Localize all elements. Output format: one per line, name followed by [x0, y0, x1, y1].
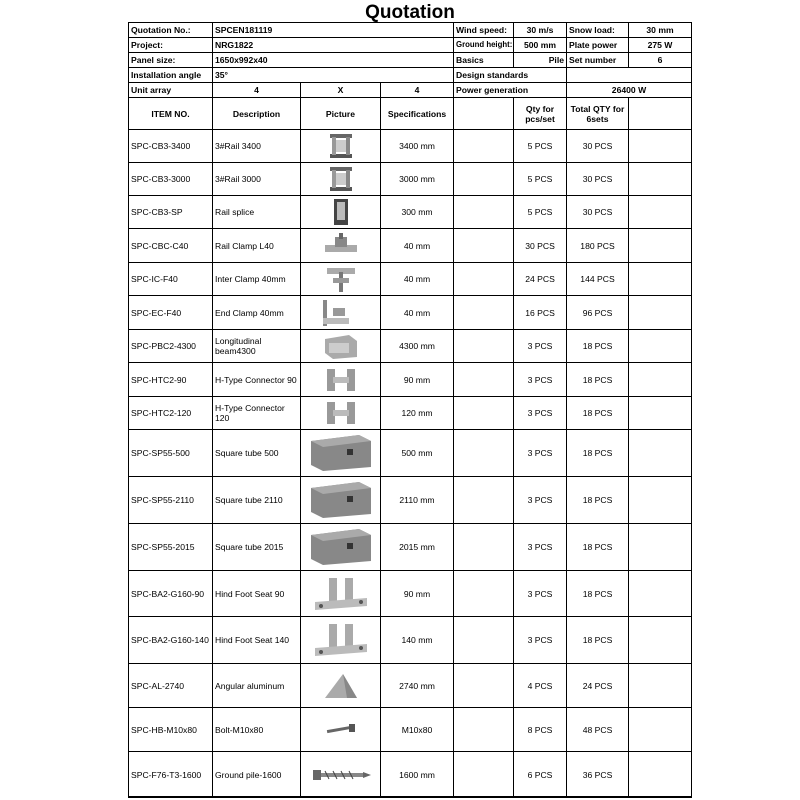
item-blank [454, 196, 514, 229]
item-blank-end [629, 263, 692, 296]
item-total-qty: 180 PCS [567, 229, 629, 263]
header-qty: Qty for pcs/set [514, 98, 567, 130]
item-no: SPC-BA2-G160-140 [129, 617, 213, 664]
header-description: Description [213, 98, 301, 130]
ground-height-value: 500 mm [514, 38, 567, 53]
item-row [129, 477, 692, 524]
item-row [129, 752, 692, 798]
item-row [129, 708, 692, 752]
h-connector-icon [301, 365, 380, 395]
item-qty: 3 PCS [514, 363, 567, 397]
item-blank [454, 363, 514, 397]
item-blank-end [629, 617, 692, 664]
item-no: SPC-SP55-500 [129, 430, 213, 477]
item-specification: 90 mm [381, 571, 454, 617]
page-title: Quotation [365, 2, 455, 23]
item-specification: 40 mm [381, 296, 454, 330]
item-blank [454, 664, 514, 708]
item-total-qty: 18 PCS [567, 330, 629, 363]
project-label: Project: [129, 38, 213, 53]
item-description: Inter Clamp 40mm [213, 263, 301, 296]
unit-array-b: 4 [381, 83, 454, 98]
rail-icon [301, 165, 380, 193]
info-row [129, 38, 692, 53]
item-description: Square tube 2110 [213, 477, 301, 524]
item-blank [454, 477, 514, 524]
item-no: SPC-HTC2-90 [129, 363, 213, 397]
item-picture [301, 130, 381, 163]
item-row [129, 263, 692, 296]
rail-splice-icon [301, 197, 380, 227]
item-row [129, 130, 692, 163]
item-blank [454, 130, 514, 163]
item-picture [301, 571, 381, 617]
item-qty: 3 PCS [514, 397, 567, 430]
item-picture [301, 617, 381, 664]
item-description: Rail Clamp L40 [213, 229, 301, 263]
item-picture [301, 263, 381, 296]
item-no: SPC-SP55-2015 [129, 524, 213, 571]
header-total-qty: Total QTY for 6sets [567, 98, 629, 130]
item-row [129, 397, 692, 430]
project-value: NRG1822 [213, 38, 454, 53]
item-qty: 3 PCS [514, 524, 567, 571]
item-description: 3#Rail 3400 [213, 130, 301, 163]
item-total-qty: 18 PCS [567, 430, 629, 477]
info-row [129, 68, 692, 83]
item-row [129, 163, 692, 196]
item-description: Bolt-M10x80 [213, 708, 301, 752]
item-row [129, 617, 692, 664]
header-specifications: Specifications [381, 98, 454, 130]
square-tube-icon [301, 480, 380, 520]
item-picture [301, 752, 381, 798]
table-continuation-line [128, 796, 691, 798]
item-no: SPC-HB-M10x80 [129, 708, 213, 752]
info-row [129, 83, 692, 98]
item-total-qty: 24 PCS [567, 664, 629, 708]
snow-load-value: 30 mm [629, 23, 692, 38]
item-total-qty: 36 PCS [567, 752, 629, 798]
item-blank [454, 163, 514, 196]
item-qty: 3 PCS [514, 477, 567, 524]
item-blank [454, 430, 514, 477]
item-total-qty: 18 PCS [567, 524, 629, 571]
header-picture: Picture [301, 98, 381, 130]
item-blank-end [629, 196, 692, 229]
item-description: H-Type Connector 120 [213, 397, 301, 430]
item-total-qty: 18 PCS [567, 363, 629, 397]
item-blank-end [629, 752, 692, 798]
item-row [129, 363, 692, 397]
wind-speed-label: Wind speed: [454, 23, 514, 38]
item-blank [454, 397, 514, 430]
item-blank-end [629, 163, 692, 196]
item-blank-end [629, 296, 692, 330]
quotation-no-value: SPCEN181119 [213, 23, 454, 38]
header-item-no: ITEM NO. [129, 98, 213, 130]
square-tube-icon [301, 527, 380, 567]
item-specification: M10x80 [381, 708, 454, 752]
item-specification: 4300 mm [381, 330, 454, 363]
quotation-table [128, 22, 692, 798]
panel-size-label: Panel size: [129, 53, 213, 68]
item-blank-end [629, 664, 692, 708]
unit-array-a: 4 [213, 83, 301, 98]
item-description: Square tube 2015 [213, 524, 301, 571]
item-total-qty: 30 PCS [567, 196, 629, 229]
item-row [129, 229, 692, 263]
item-row [129, 296, 692, 330]
item-qty: 16 PCS [514, 296, 567, 330]
item-total-qty: 18 PCS [567, 477, 629, 524]
unit-array-label: Unit array [129, 83, 213, 98]
item-picture [301, 430, 381, 477]
item-total-qty: 96 PCS [567, 296, 629, 330]
info-row [129, 23, 692, 38]
foot-seat-icon [301, 574, 380, 614]
item-description: Longitudinal beam4300 [213, 330, 301, 363]
item-row [129, 524, 692, 571]
item-no: SPC-CB3-3000 [129, 163, 213, 196]
item-blank [454, 708, 514, 752]
item-blank [454, 263, 514, 296]
item-qty: 5 PCS [514, 130, 567, 163]
item-blank-end [629, 708, 692, 752]
item-blank [454, 571, 514, 617]
item-specification: 40 mm [381, 229, 454, 263]
set-number-label: Set number [567, 53, 629, 68]
item-qty: 5 PCS [514, 163, 567, 196]
snow-load-label: Snow load: [567, 23, 629, 38]
item-blank [454, 617, 514, 664]
item-description: Angular aluminum [213, 664, 301, 708]
item-row [129, 664, 692, 708]
installation-angle-label: Installation angle [129, 68, 213, 83]
item-row [129, 196, 692, 229]
item-total-qty: 30 PCS [567, 163, 629, 196]
end-clamp-icon [301, 298, 380, 328]
item-total-qty: 18 PCS [567, 397, 629, 430]
item-total-qty: 18 PCS [567, 571, 629, 617]
item-no: SPC-PBC2-4300 [129, 330, 213, 363]
basics-value: Pile [514, 53, 567, 68]
item-specification: 300 mm [381, 196, 454, 229]
item-specification: 3000 mm [381, 163, 454, 196]
item-picture [301, 330, 381, 363]
plate-power-label: Plate power [567, 38, 629, 53]
item-picture [301, 229, 381, 263]
item-row [129, 330, 692, 363]
header-blank-end [629, 98, 692, 130]
item-blank-end [629, 397, 692, 430]
item-description: Rail splice [213, 196, 301, 229]
item-picture [301, 477, 381, 524]
wind-speed-value: 30 m/s [514, 23, 567, 38]
plate-power-value: 275 W [629, 38, 692, 53]
item-no: SPC-AL-2740 [129, 664, 213, 708]
item-description: Hind Foot Seat 90 [213, 571, 301, 617]
item-specification: 40 mm [381, 263, 454, 296]
angle-aluminum-icon [301, 670, 380, 702]
item-no: SPC-SP55-2110 [129, 477, 213, 524]
item-description: Square tube 500 [213, 430, 301, 477]
item-picture [301, 397, 381, 430]
item-specification: 120 mm [381, 397, 454, 430]
item-qty: 3 PCS [514, 617, 567, 664]
item-specification: 500 mm [381, 430, 454, 477]
item-specification: 140 mm [381, 617, 454, 664]
item-picture [301, 524, 381, 571]
item-picture [301, 296, 381, 330]
inter-clamp-icon [301, 264, 380, 294]
h-connector-icon [301, 398, 380, 428]
item-blank [454, 229, 514, 263]
item-qty: 8 PCS [514, 708, 567, 752]
item-no: SPC-CBC-C40 [129, 229, 213, 263]
item-no: SPC-BA2-G160-90 [129, 571, 213, 617]
item-qty: 24 PCS [514, 263, 567, 296]
rail-clamp-icon [301, 233, 380, 259]
item-no: SPC-IC-F40 [129, 263, 213, 296]
item-total-qty: 48 PCS [567, 708, 629, 752]
item-qty: 6 PCS [514, 752, 567, 798]
item-picture [301, 664, 381, 708]
item-blank-end [629, 477, 692, 524]
item-specification: 90 mm [381, 363, 454, 397]
beam-icon [301, 331, 380, 361]
item-blank-end [629, 524, 692, 571]
item-picture [301, 196, 381, 229]
item-total-qty: 144 PCS [567, 263, 629, 296]
installation-angle-value: 35° [213, 68, 454, 83]
item-specification: 2740 mm [381, 664, 454, 708]
item-blank-end [629, 130, 692, 163]
item-no: SPC-F76-T3-1600 [129, 752, 213, 798]
item-row [129, 571, 692, 617]
foot-seat-icon [301, 620, 380, 660]
item-description: Hind Foot Seat 140 [213, 617, 301, 664]
item-qty: 30 PCS [514, 229, 567, 263]
item-blank-end [629, 430, 692, 477]
square-tube-icon [301, 433, 380, 473]
item-description: 3#Rail 3000 [213, 163, 301, 196]
design-standards-label: Design standards [454, 68, 567, 83]
header-row [129, 98, 692, 130]
set-number-value: 6 [629, 53, 692, 68]
item-specification: 3400 mm [381, 130, 454, 163]
item-blank-end [629, 229, 692, 263]
quotation-no-label: Quotation No.: [129, 23, 213, 38]
item-specification: 2110 mm [381, 477, 454, 524]
item-no: SPC-CB3-SP [129, 196, 213, 229]
unit-array-x: X [301, 83, 381, 98]
item-total-qty: 18 PCS [567, 617, 629, 664]
info-row [129, 53, 692, 68]
item-row [129, 430, 692, 477]
design-standards-value [567, 68, 692, 83]
item-qty: 3 PCS [514, 330, 567, 363]
item-no: SPC-EC-F40 [129, 296, 213, 330]
item-specification: 2015 mm [381, 524, 454, 571]
item-qty: 3 PCS [514, 430, 567, 477]
ground-height-label: Ground height: [454, 38, 514, 53]
item-description: End Clamp 40mm [213, 296, 301, 330]
item-blank-end [629, 363, 692, 397]
bolt-icon [301, 720, 380, 740]
item-no: SPC-CB3-3400 [129, 130, 213, 163]
rail-icon [301, 132, 380, 160]
item-qty: 5 PCS [514, 196, 567, 229]
power-generation-value: 26400 W [567, 83, 692, 98]
item-specification: 1600 mm [381, 752, 454, 798]
ground-pile-icon [301, 765, 380, 785]
item-qty: 4 PCS [514, 664, 567, 708]
item-blank [454, 296, 514, 330]
item-blank [454, 524, 514, 571]
item-blank [454, 330, 514, 363]
item-blank-end [629, 330, 692, 363]
item-picture [301, 363, 381, 397]
item-picture [301, 708, 381, 752]
item-description: H-Type Connector 90 [213, 363, 301, 397]
item-blank [454, 752, 514, 798]
item-blank-end [629, 571, 692, 617]
power-generation-label: Power generation [454, 83, 567, 98]
basics-label: Basics [454, 53, 514, 68]
header-blank [454, 98, 514, 130]
item-total-qty: 30 PCS [567, 130, 629, 163]
item-picture [301, 163, 381, 196]
item-qty: 3 PCS [514, 571, 567, 617]
item-description: Ground pile-1600 [213, 752, 301, 798]
panel-size-value: 1650x992x40 [213, 53, 454, 68]
item-no: SPC-HTC2-120 [129, 397, 213, 430]
